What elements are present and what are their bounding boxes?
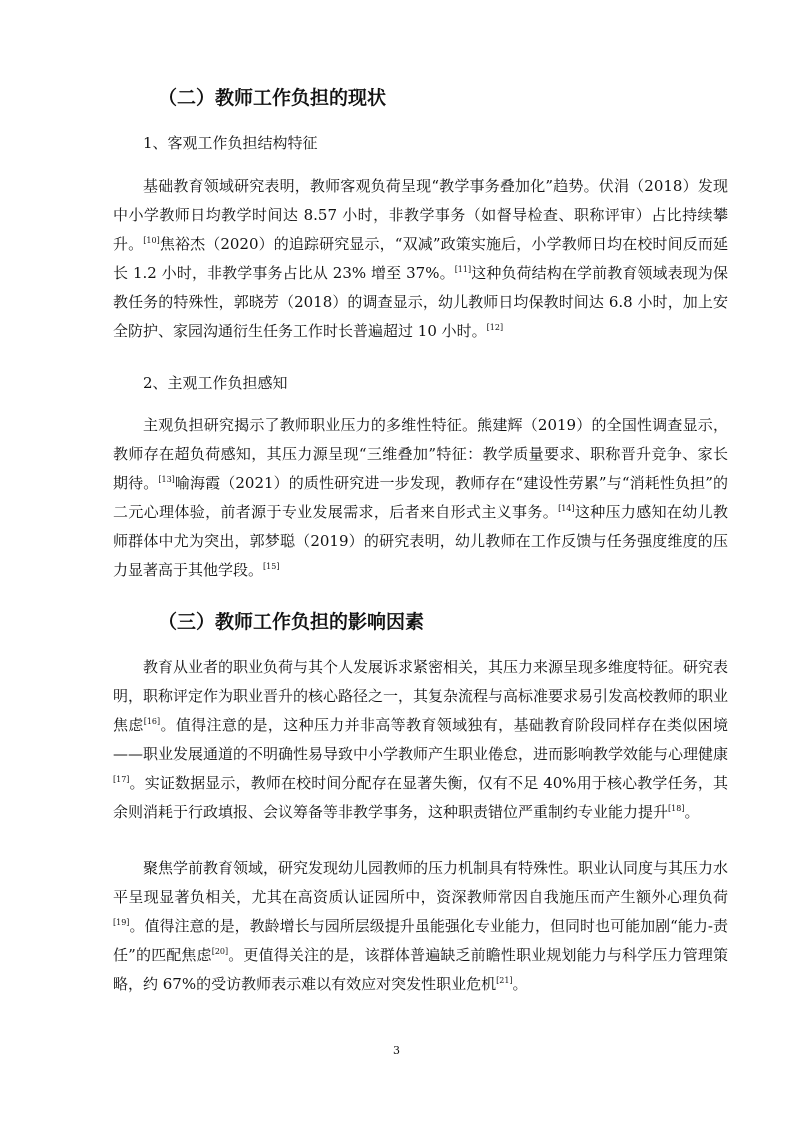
text-run: 。实证数据显示，教师在校时间分配存在显著失衡，仅有不足 40%用于核心教学任务，其余则消耗于行政填报、会议筹备等非教学事务，这种职责错位严重制约专业能力提升: [113, 774, 728, 821]
text-run: 喻海霞（2021）的质性研究进一步发现，教师存在“建设性劳累”与“消耗性负担”的二元心理体验，前者源于专业发展需求，后者来自形式主义事务。: [113, 474, 728, 521]
text-run: 。值得注意的是，教龄增长与园所层级提升虽能强化专业能力，但同时也可能加剧“能力-责任”的匹配焦虑: [113, 917, 728, 964]
text-run: 。: [512, 975, 528, 993]
text-run: 这种压力感知在幼儿教师群体中尤为突出，郭梦聪（2019）的研究表明，幼儿教师在工作反馈与任务强度维度的压力显著高于其他学段。: [113, 503, 728, 579]
citation-ref: [10]: [143, 236, 160, 245]
text-run: 这种负荷结构在学前教育领域表现为保教任务的特殊性，郭晓芳（2018）的调查显示，幼儿教师日均保教时间达 6.8 小时，加上安全防护、家园沟通衍生任务工作时长普遍超过 10 小时。: [113, 264, 728, 340]
text-run: 基础教育领域研究表明，教师客观负荷呈现“教学事务叠加化”趋势。伏涓（2018）发现中小学教师日均教学时间达 8.57 小时，非教学事务（如督导检查、职称评审）占比持续攀升。: [113, 177, 728, 253]
citation-ref: [14]: [558, 504, 575, 513]
text-run: 聚焦学前教育领域，研究发现幼儿园教师的压力机制具有特殊性。职业认同度与其压力水平呈现显著负相关，尤其在高资质认证园所中，资深教师常因自我施压而产生额外心理负荷: [113, 859, 729, 906]
paragraph-influencing-factors-2: [113, 854, 728, 999]
citation-ref: [11]: [454, 265, 472, 274]
citation-ref: [21]: [496, 976, 513, 985]
text-run: 教育从业者的职业负荷与其个人发展诉求紧密相关，其压力来源呈现多维度特征。研究表明，职称评定作为职业晋升的核心路径之一，其复杂流程与高标准要求易引发高校教师的职业焦虑: [113, 658, 729, 734]
text-run: 。: [684, 803, 700, 821]
citation-ref: [16]: [143, 717, 161, 726]
section-heading-influencing-factors: （三）教师工作负担的影响因素: [158, 611, 425, 633]
paragraph-influencing-factors-1: [113, 653, 728, 827]
section-heading-current-status: （二）教师工作负担的现状: [158, 87, 387, 109]
text-run: 焦裕杰（2020）的追踪研究显示，“双减”政策实施后，小学教师日均在校时间反而延长 1.2 小时，非教学事务占比从 23% 增至 37%。: [113, 235, 728, 282]
citation-ref: [17]: [113, 775, 130, 784]
text-run: 。值得注意的是，这种压力并非高等教育领域独有，基础教育阶段同样存在类似困境——职业发展通道的不明确性易导致中小学教师产生职业倦怠，进而影响教学效能与心理健康: [113, 716, 729, 763]
paragraph-objective-workload: [113, 172, 728, 346]
citation-ref: [13]: [158, 475, 175, 484]
citation-ref: [20]: [211, 947, 229, 956]
citation-ref: [19]: [113, 918, 130, 927]
citation-ref: [15]: [263, 562, 280, 571]
citation-ref: [18]: [668, 804, 685, 813]
text-run: 。更值得关注的是，该群体普遍缺乏前瞻性职业规划能力与科学压力管理策略，约 67%的受访教师表示难以有效应对突发性职业危机: [113, 946, 728, 993]
subheading-objective-workload: 1、客观工作负担结构特征: [143, 134, 318, 152]
subheading-subjective-workload: 2、主观工作负担感知: [143, 374, 288, 392]
citation-ref: [12]: [486, 323, 504, 332]
paragraph-subjective-workload: [113, 411, 728, 585]
page-number: 3: [393, 1044, 400, 1057]
text-run: 主观负担研究揭示了教师职业压力的多维性特征。熊建辉（2019）的全国性调查显示，教师存在超负荷感知，其压力源呈现“三维叠加”特征：教学质量要求、职称晋升竞争、家长期待。: [113, 416, 728, 492]
